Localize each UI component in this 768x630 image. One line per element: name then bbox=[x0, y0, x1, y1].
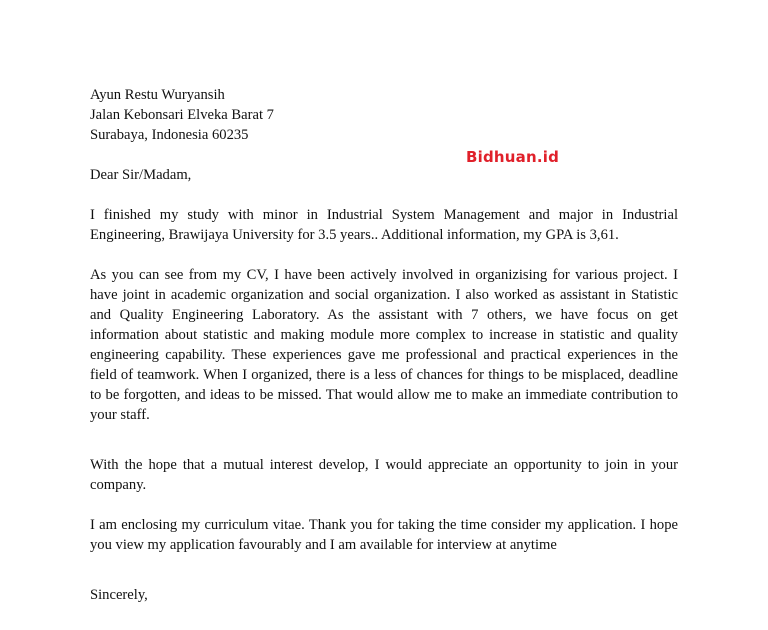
closing: Sincerely, bbox=[90, 587, 148, 603]
paragraph-interest: With the hope that a mutual interest develop, I would appreciate an opportunity to join in your company. bbox=[90, 457, 678, 493]
sender-address bbox=[90, 85, 678, 145]
cover-letter bbox=[90, 85, 678, 605]
paragraph-enclosure: I am enclosing my curriculum vitae. Thank you for taking the time consider my application. I hope you view my application favourably and I am available for interview at anytime bbox=[90, 517, 678, 553]
sender-name: Ayun Restu Wuryansih bbox=[90, 87, 225, 103]
paragraph-experience: As you can see from my CV, I have been actively involved in organizising for various project. I have joint in academic organization and social organization. I also worked as assistant in Statistic and Quality Engineering Laboratory. As the assistant with 7 others, we have focus on get information about statistic and making module more complex to increase in statistic and quality engineering capability. These experiences gave me professional and practical experiences in the field of teamwork. When I organized, there is a less of chances for things to be misplaced, deadline to be forgotten, and ideas to be missed. That would allow me to make an immediate contribution to your staff. bbox=[90, 267, 678, 423]
paragraph-education: I finished my study with minor in Industrial System Management and major in Industrial Engineering, Brawijaya University for 3.5 years.. Additional information, my GPA is 3,61. bbox=[90, 207, 678, 243]
watermark-logo: Bidhuan.id bbox=[466, 148, 560, 166]
sender-city: Surabaya, Indonesia 60235 bbox=[90, 127, 249, 143]
salutation: Dear Sir/Madam, bbox=[90, 167, 192, 183]
sender-street: Jalan Kebonsari Elveka Barat 7 bbox=[90, 107, 274, 123]
